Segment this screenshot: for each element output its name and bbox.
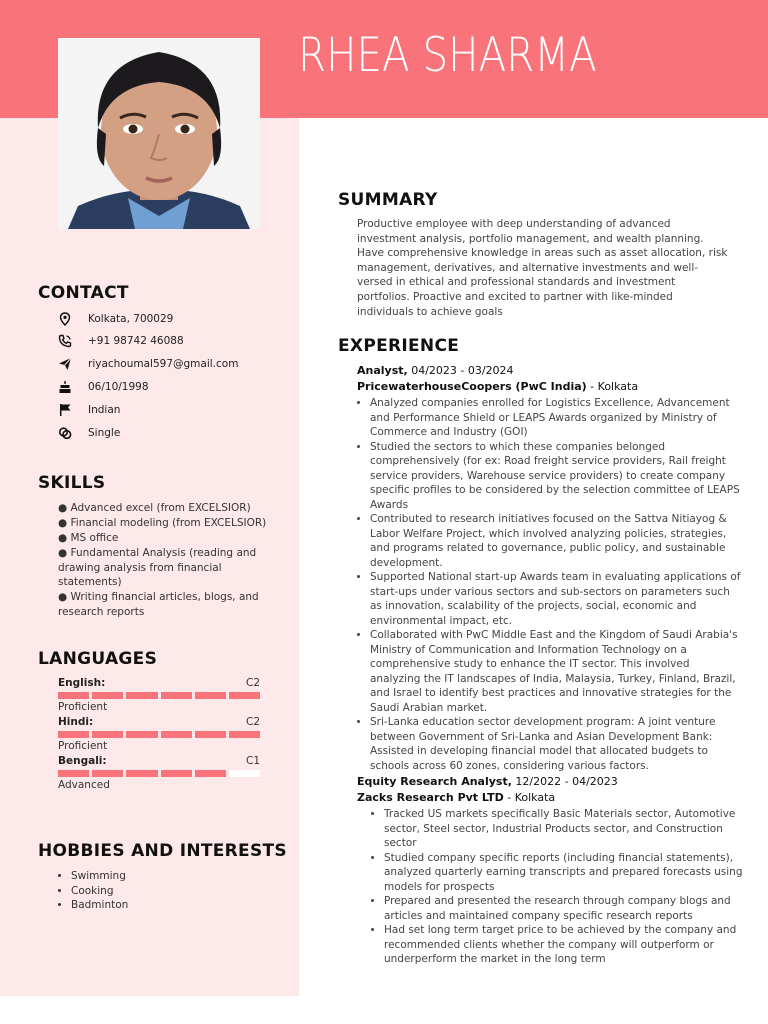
job-bullet: • Prepared and presented the research through company blogs and articles and maintained company specific research reports [384,894,746,923]
job-pwc [357,363,733,394]
language-name: Hindi: [58,716,94,728]
job-bullet: • Studied the sectors to which these companies belonged comprehensively (for ex: Road freight service providers, Rail freight service providers, Warehouse service providers) to create company specific profiles to be considered by the selection committee of LEAPS Awards [370,440,742,513]
job-bullet: • Tracked US markets specifically Basic Materials sector, Automotive sector, Steel sector, Industrial Products sector, and Construction sector [384,807,746,851]
language-bar-segment [229,770,260,777]
language-level: C2 [245,677,260,689]
language-description: Advanced [58,779,110,791]
language-bengali [58,755,260,791]
hobby-item: • Cooking [71,884,128,899]
job-pwc-bullets [357,396,742,773]
job-zacks-bullets [357,807,746,967]
job-bullet: • Collaborated with PwC Middle East and the Kingdom of Saudi Arabia's Ministry of Communication and Information Technology on a comprehensive study to enhance the IT sector. This involved analyzing the IT landscapes of India, Malaysia, Turkey, Finland, Brazil, and Israel to identify best practices and innovative strategies for the Saudi Arabian market. [370,628,742,715]
language-bar-segment [92,731,123,738]
language-level-bar [58,692,260,699]
phone-icon [58,334,72,348]
languages-heading: LANGUAGES [38,649,158,669]
language-bar-segment [161,770,192,777]
profile-photo [58,38,260,229]
birthday-cake-icon [58,380,72,394]
contact-phone [58,334,184,348]
portrait-image [58,38,260,229]
hobbies-heading: HOBBIES AND INTERESTS [38,841,287,861]
company-name: PricewaterhouseCoopers (PwC India) [357,379,587,393]
language-english [58,677,260,713]
job-title: Equity Research Analyst, [357,775,512,788]
language-bar-segment [161,692,192,699]
job-zacks [357,774,733,805]
hobby-item: • Badminton [71,898,128,913]
contact-phone-text: +91 98742 46088 [88,335,184,347]
language-bar-segment [126,770,157,777]
summary-text: Productive employee with deep understanding of advanced investment analysis, portfolio management, and wealth planning. Have comprehensive knowledge in areas such as asset allocation, risk management, derivatives, and alternative investments and well-versed in ethical and professional standards and investment portfolios. Proactive and excited to partner with like-minded individuals to achieve goals [357,218,728,318]
contact-nationality-text: Indian [88,404,121,416]
language-description: Proficient [58,701,108,713]
skill-item: ● Financial modeling (from EXCELSIOR) [58,517,267,529]
summary-heading: SUMMARY [338,190,438,210]
skills-heading: SKILLS [38,473,106,493]
candidate-name: RHEA SHARMA [298,28,597,83]
contact-marital-status [58,426,120,440]
location-pin-icon [58,312,72,326]
rings-icon [58,426,72,440]
language-bar-segment [92,770,123,777]
contact-location-text: Kolkata, 700029 [88,313,174,325]
language-bar-segment [161,731,192,738]
language-description: Proficient [58,740,108,752]
hobbies-list [58,869,128,913]
language-level-bar [58,770,260,777]
language-bar-segment [195,770,226,777]
contact-location [58,312,173,326]
hobby-item: • Swimming [71,869,128,884]
job-dates: 04/2023 - 03/2024 [407,364,514,377]
contact-email-text: riyachoumal597@gmail.com [88,358,239,370]
job-bullet: • Had set long term target price to be achieved by the company and recommended clients whether the company will outperform or underperform the market in the long term [384,923,746,967]
language-level-bar [58,731,260,738]
language-bar-segment [126,692,157,699]
skill-item: ● MS office [58,532,119,544]
job-dates: 12/2022 - 04/2023 [511,775,618,788]
language-bar-segment [229,692,260,699]
language-bar-segment [58,770,89,777]
language-bar-segment [195,731,226,738]
contact-birthdate-text: 06/10/1998 [88,381,149,393]
language-level: C1 [245,755,260,767]
language-bar-segment [58,692,89,699]
contact-nationality [58,403,120,417]
job-bullet: • Contributed to research initiatives focused on the Sattva Nitiayog & Labor Welfare Project, which involved analyzing policies, strategies, and programs related to governance, public policy, and sustainable development. [370,512,742,570]
contact-heading: CONTACT [38,283,129,303]
language-bar-segment [229,731,260,738]
job-location: - Kolkata [503,790,556,804]
language-name: English: [58,677,106,689]
language-bar-segment [126,731,157,738]
language-hindi [58,716,260,752]
company-name: Zacks Research Pvt LTD [357,790,504,804]
language-bar-segment [92,692,123,699]
language-name: Bengali: [58,755,107,767]
language-level: C2 [245,716,260,728]
job-bullet: • Sri-Lanka education sector development program: A joint venture between Government of Sri-Lanka and Asian Development Bank: Assisted in developing financial model that allocated budgets to schools across 60 zones, considering various factors. [370,715,742,773]
experience-heading: EXPERIENCE [338,336,460,356]
job-bullet: • Analyzed companies enrolled for Logistics Excellence, Advancement and Performance Shield or LEAPS Awards organized by Ministry of Commerce and Industry (GOI) [370,396,742,440]
send-icon [58,357,72,371]
language-bar-segment [195,692,226,699]
skill-item: ● Fundamental Analysis (reading and drawing analysis from financial statements) [58,547,257,588]
job-bullet: • Supported National start-up Awards team in evaluating applications of start-ups under various sectors and sub-sectors on parameters such as innovation, scalability of the projects, social, economic and environmental impact, etc. [370,570,742,628]
contact-marital-status-text: Single [88,427,121,439]
job-location: - Kolkata [586,379,639,393]
job-bullet: • Studied company specific reports (including financial statements), analyzed quarterly earning transcripts and prepared forecasts using models for prospects [384,851,746,895]
language-bar-segment [58,731,89,738]
flag-icon [58,403,72,417]
contact-email [58,357,238,371]
contact-birthdate [58,380,149,394]
skill-item: ● Writing financial articles, blogs, and research reports [58,591,259,618]
job-title: Analyst, [357,364,408,377]
skills-list [58,501,268,620]
skill-item: ● Advanced excel (from EXCELSIOR) [58,502,251,514]
